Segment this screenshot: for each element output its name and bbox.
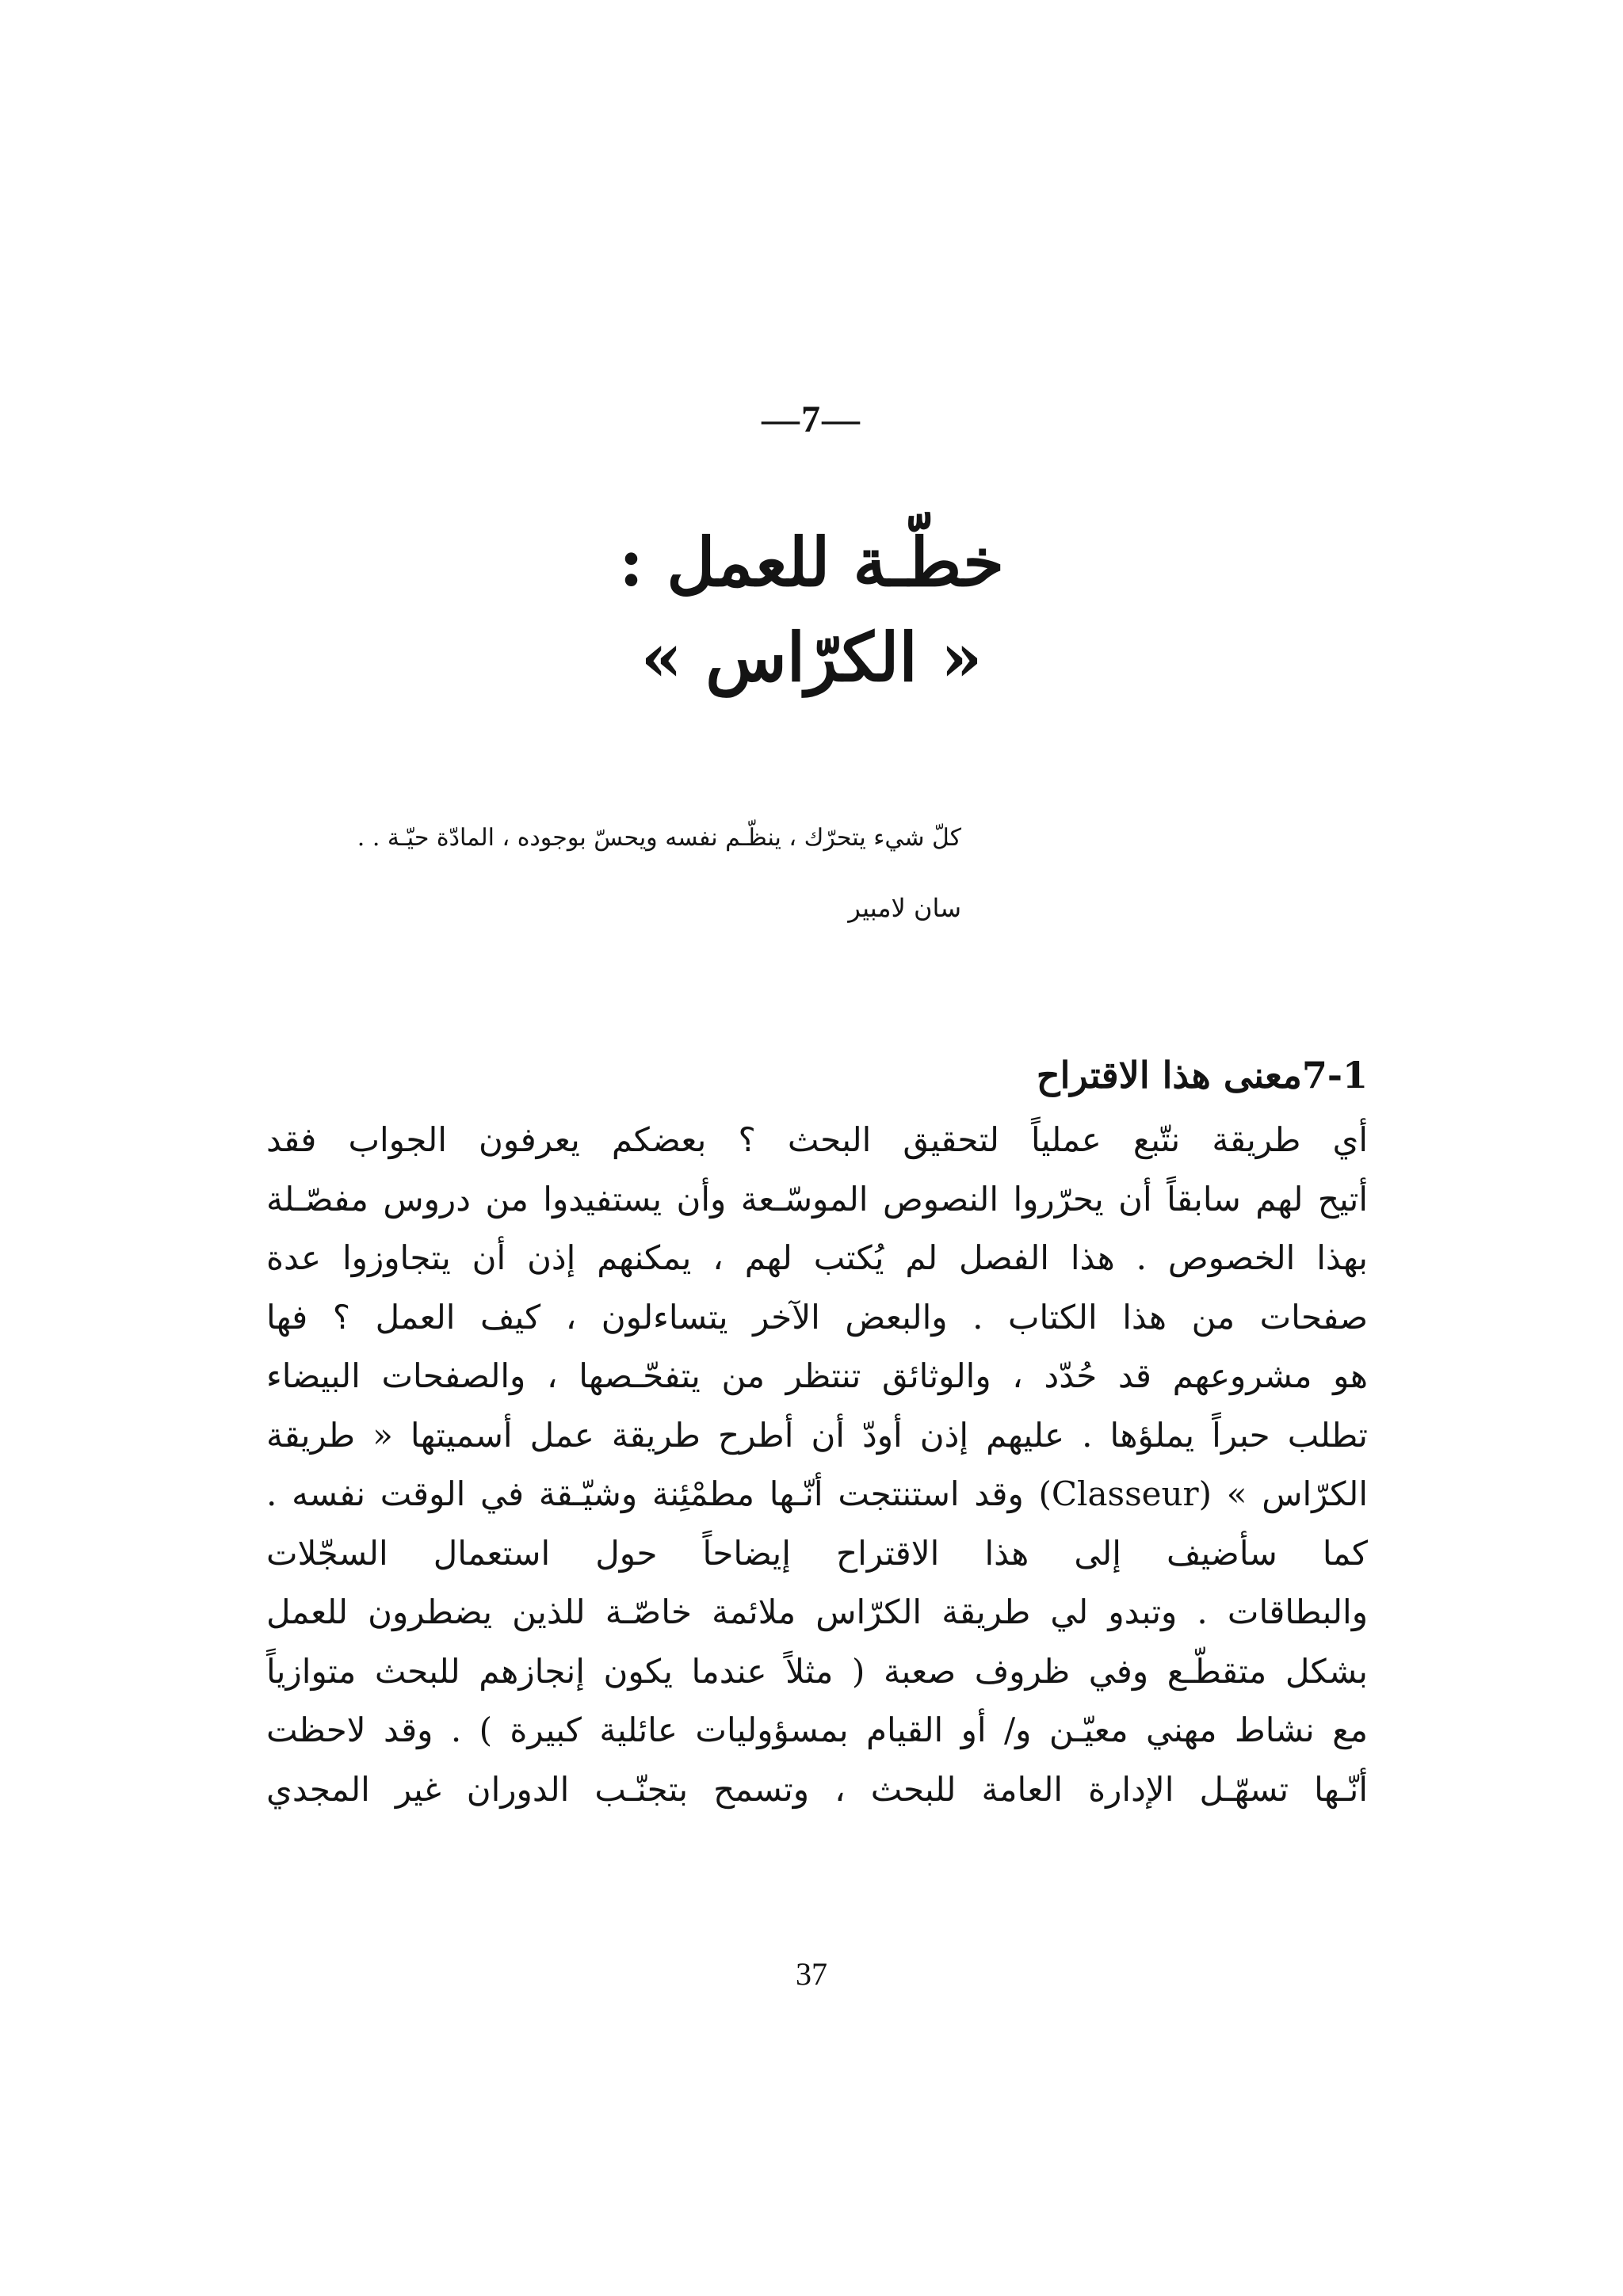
chapter-title-line-2: « الكرّاس » [640,618,983,696]
paragraph-line: هو مشروعهم قد حُدّد ، والوثائق تنتظر من يتفحّـصها ، والصفحات البيضاء [266,1356,1368,1395]
paragraph-line: مع نشاط مهني معيّـن و/ أو القيام بمسؤوليات عائلية كبيرة ) . وقد لاحظت [266,1711,1368,1749]
paragraph-line: الكرّاس » (Classeur) وقد استنتجت أنّـها مطمْئِنة وشيّـقة في الوقت نفسه . [266,1474,1368,1513]
paragraph-line: أي طريقة نتّبع عملياً لتحقيق البحث ؟ بعضكم يعرفون الجواب فقد [266,1120,1368,1159]
paragraph-line: والبطاقات . وتبدو لي طريقة الكرّاس ملائمة خاصّـة للذين يضطرون للعمل [266,1592,1368,1631]
epigraph-quote: كلّ شيء يتحرّك ، ينظّـم نفسه ويحسّ بوجوده ، المادّة حيّـة . . [357,824,961,852]
paragraph-line: بهذا الخصوص . هذا الفصل لم يُكتب لهم ، يمكنهم إذن أن يتجاوزوا عدة [266,1238,1368,1277]
chapter-title-line-1: خطّـة للعمل : [618,523,1005,601]
paragraph-line: بشكل متقطّـع وفي ظروف صعبة ( مثلاً عندما يكون إنجازهم للبحث متوازياً [266,1651,1368,1691]
paragraph-line: تطلب حبراً يملؤها . عليهم إذن أودّ أن أطرح طريقة عمل أسميتها « طريقة [266,1415,1368,1455]
paragraph-line: صفحات من هذا الكتاب . والبعض الآخر يتساءلون ، كيف العمل ؟ فها [266,1297,1368,1337]
paragraph-line: أنّـها تسهّـل الإدارة العامة للبحث ، وتسمح بتجنّـب الدوران غير المجدي [266,1769,1368,1809]
section-heading: 7-1معنى هذا الاقتراح [1036,1054,1368,1097]
body-paragraph [266,1111,1368,1819]
paragraph-line: أتيح لهم سابقاً أن يحرّروا النصوص الموسّـعة وأن يستفيدوا من دروس مفصّـلة [266,1179,1368,1219]
chapter-number: —7— [762,399,861,441]
paragraph-line: كما سأضيف إلى هذا الاقتراح إيضاحاً حول استعمال السجّلات [266,1533,1368,1573]
epigraph-author: سان لامبير [848,893,961,923]
page-number: 37 [796,1956,827,1992]
